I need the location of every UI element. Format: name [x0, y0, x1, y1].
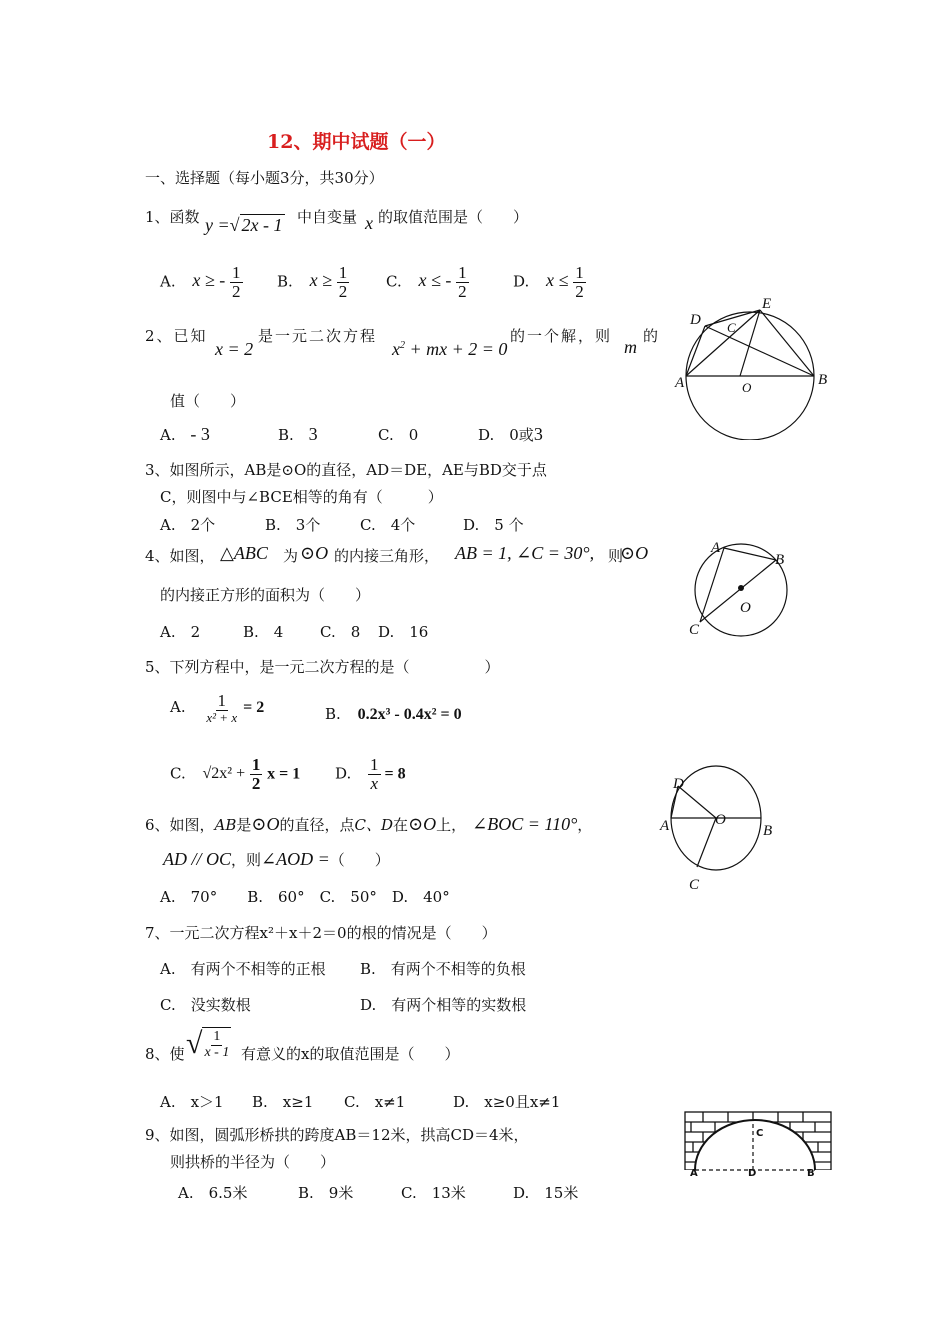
q7-option-d[interactable]: D. 有两个相等的实数根 [360, 996, 527, 1014]
q4-circle: ⊙O [300, 543, 329, 563]
fig1-label-o: O [742, 380, 752, 395]
fig1-chord-ad [686, 326, 705, 376]
q6-then: ，则 [231, 851, 262, 869]
fig4-label-b: B [807, 1168, 815, 1179]
frac-numerator: 1 [338, 263, 348, 282]
q8-radical: √ $\frac{1}{x - 1}$ [186, 1027, 230, 1060]
q9-option-b[interactable]: B. 9米 [298, 1184, 354, 1202]
option-letter: A. [160, 426, 176, 444]
fig1-label-c: C [727, 320, 736, 335]
q2-prefix: 2、已知 [145, 327, 208, 345]
q6-t3: 在 [393, 816, 409, 834]
option-math-2: x = 1 [267, 765, 301, 783]
frac-numerator: 1 [217, 691, 226, 710]
fig2-chord-ab [724, 548, 776, 560]
q4-triangle: △ABC [220, 543, 268, 563]
frac-denominator: 2 [338, 281, 348, 301]
q3-option-a[interactable]: A. 2个 [160, 516, 216, 534]
q7-option-c[interactable]: C. 没实数根 [160, 996, 251, 1014]
q6-line2 [163, 849, 390, 870]
fig2-chord-bc [700, 560, 776, 622]
q1-option-d[interactable] [513, 264, 586, 301]
q6-t1: 是 [236, 816, 252, 834]
q5-option-b[interactable] [325, 705, 462, 724]
q6-angle: ∠BOC = 110° [472, 814, 578, 834]
q5-line1: 5、下列方程中，是一元二次方程的是（ ） [145, 658, 500, 676]
frac-denominator: 2 [458, 281, 467, 301]
q9-option-d[interactable]: D. 15米 [513, 1184, 579, 1202]
option-math: 3 [533, 424, 543, 444]
q1-formula: y =√ 2x - 1 [205, 215, 283, 235]
q4-mid2: 的内接三角形， [334, 547, 440, 565]
q4-line2: 的内接正方形的面积为（ ） [160, 586, 371, 604]
q1-suffix: 的取值范围是（ ） [378, 208, 529, 226]
q2-eq1: x = 2 [215, 339, 254, 359]
option-math: x ≥ [309, 270, 332, 291]
option-math: 0.2x³ - 0.4x² = 0 [357, 706, 462, 723]
q8-numerator: 1 [213, 1029, 221, 1045]
question-1 [145, 206, 200, 227]
frac-numerator: 1 [575, 263, 584, 282]
section-header: 一、选择题（每小题3分，共30分） [145, 169, 384, 187]
fig2-center-dot [738, 585, 744, 591]
q9-option-a[interactable]: A. 6.5米 [178, 1184, 248, 1202]
page-title: 12、期中试题（一） [267, 131, 446, 153]
fig1-label-a: A [675, 375, 685, 391]
q4-circle-2: ⊙O [620, 543, 649, 563]
frac-denominator: x² + x [206, 709, 238, 725]
option-math: x ≤ - [418, 270, 452, 291]
frac-denominator: 2 [232, 281, 241, 301]
q4-option-d[interactable]: D. 16 [378, 623, 429, 641]
q3-line2: C，则图中与∠BCE相等的角有（ ） [160, 488, 443, 506]
q6-options[interactable]: A. 70° B. 60° C. 50° D. 40° [160, 888, 450, 906]
q4-mid3: 则 [608, 547, 624, 565]
q4-option-c[interactable]: C. 8 [320, 623, 361, 641]
option-letter: B. [278, 426, 294, 444]
q2-eq2-exp: 2 [400, 340, 405, 351]
fig3-label-d: D [673, 776, 684, 792]
q9-option-c[interactable]: C. 13米 [401, 1184, 466, 1202]
option-letter: C. [170, 764, 186, 783]
q4-mid1: 为 [283, 547, 299, 565]
q2-option-a[interactable] [160, 424, 210, 445]
frac-denominator: 2 [251, 773, 261, 793]
q2-line2: 值（ ） [170, 392, 246, 410]
frac-numerator: 1 [232, 263, 241, 282]
q7-option-b[interactable]: B. 有两个不相等的负根 [360, 960, 526, 978]
q5-option-a[interactable] [170, 692, 264, 724]
fig1-label-b: B [818, 372, 828, 388]
fig2-label-o: O [740, 600, 751, 616]
q1-mid: 中自变量 [297, 208, 358, 226]
q4-option-b[interactable]: B. 4 [243, 623, 284, 641]
q2-eq2-rest: + mx + 2 = 0 [405, 339, 508, 359]
option-letter: C. [386, 272, 402, 291]
fig3-label-a: A [660, 818, 670, 834]
option-letter: A. [160, 272, 176, 291]
q3-option-b[interactable]: B. 3个 [265, 516, 321, 534]
option-math: x ≥ - [192, 270, 226, 291]
fig3-segment-oc [697, 818, 716, 867]
q3-line1: 3、如图所示，AB是⊙O的直径，AD＝DE，AE与BD交于点 [145, 461, 547, 479]
q4-condition: AB = 1, ∠C = 30°, [455, 543, 595, 563]
fig3-label-o: O [715, 812, 726, 828]
q2-option-b[interactable] [278, 424, 318, 445]
option-letter: B. [325, 705, 341, 723]
q8-option-a[interactable]: A. x＞1 [160, 1093, 224, 1111]
fig2-label-b: B [775, 552, 785, 568]
q1-prefix: 1、函数 [145, 208, 200, 226]
q9-line2: 则拱桥的半径为（ ） [170, 1153, 336, 1171]
frac-denominator: x [370, 773, 379, 793]
fig3-label-c: C [689, 877, 700, 893]
q2-suffix2: 的 [643, 327, 659, 345]
q8-option-c[interactable]: C. x≠1 [344, 1093, 406, 1111]
frac-numerator: 1 [458, 263, 467, 282]
fig4-label-c: C [756, 1128, 764, 1139]
q6-t4: 上， [436, 816, 467, 834]
fig2-chord-ac [700, 548, 724, 622]
q6-parallel: AD // OC [163, 849, 232, 869]
q6-line1 [145, 814, 592, 835]
frac-denominator: 2 [575, 281, 584, 301]
q6-blank: （ ） [329, 851, 390, 869]
q2-var: m [624, 337, 637, 357]
q1-text [297, 206, 357, 227]
option-rhs: = 2 [239, 699, 265, 717]
q4-prefix: 4、如图， [145, 547, 215, 565]
q3-option-c[interactable]: C. 4个 [360, 516, 416, 534]
q2-eq2-var: x [392, 339, 400, 359]
q5-option-d[interactable] [335, 756, 406, 793]
option-math: x ≤ [546, 270, 569, 291]
q3-option-d[interactable]: D. 5 个 [463, 516, 524, 534]
fig1-chord-eb [760, 310, 814, 376]
q2-mid: 是一元二次方程 [258, 327, 378, 345]
q6-circle: ⊙O [251, 814, 280, 834]
q2-option-d[interactable] [478, 424, 543, 445]
q6-t2: 的直径，点 [279, 816, 355, 834]
fig2-label-c: C [689, 622, 700, 638]
fig1-label-e: E [762, 296, 772, 312]
fig1-label-d: D [690, 312, 701, 328]
q2-suffix1: 的一个解，则 [510, 327, 613, 345]
q6-cd: C、D [354, 816, 394, 834]
option-letter: A. [170, 698, 186, 717]
option-math: √2x² + [202, 765, 246, 783]
option-text: D. 0或 [478, 426, 534, 444]
q1-formula-lhs: y = [205, 215, 230, 235]
option-letter: D. [513, 272, 530, 291]
q1-option-c[interactable] [386, 264, 469, 301]
q8-prefix: 8、使 [145, 1045, 185, 1063]
q6-circle-2: ⊙O [408, 814, 437, 834]
q1-formula-radicand: 2x - 1 [241, 215, 283, 235]
option-math: - 3 [190, 424, 210, 444]
q7-option-a[interactable]: A. 有两个不相等的正根 [160, 960, 326, 978]
q9-line1: 9、如图，圆弧形桥拱的跨度AB＝12米，拱高CD＝4米， [145, 1126, 529, 1144]
option-letter: B. [277, 272, 293, 291]
frac-numerator: 1 [251, 755, 261, 774]
option-math: 3 [308, 424, 318, 444]
q6-question: ∠AOD = [261, 849, 330, 869]
q7-line1: 7、一元二次方程x²＋x＋2＝0的根的情况是（ ） [145, 924, 497, 942]
fig4-label-a: A [690, 1168, 698, 1179]
fig4-label-d: D [748, 1168, 757, 1179]
fig3-label-b: B [763, 823, 773, 839]
q6-prefix: 6、如图， [145, 816, 215, 834]
q8-option-d[interactable]: D. x≥0且x≠1 [453, 1093, 561, 1111]
q5-option-c[interactable] [170, 756, 300, 793]
option-rhs: = 8 [380, 765, 406, 783]
frac-numerator: 1 [370, 755, 379, 774]
q2-eq2 [392, 339, 507, 360]
q1-option-b[interactable] [277, 264, 349, 301]
q2-option-c[interactable]: C. 0 [378, 426, 419, 444]
q8-denominator: x - 1 [204, 1045, 230, 1060]
q8-option-b[interactable]: B. x≥1 [252, 1093, 314, 1111]
q6-t5: ， [577, 816, 593, 834]
fig2-label-a: A [711, 540, 721, 556]
option-letter: D. [335, 764, 352, 783]
q1-var: x [365, 213, 373, 233]
q1-option-a[interactable] [160, 264, 243, 301]
q8-suffix: 有意义的x的取值范围是（ ） [241, 1045, 460, 1063]
q4-option-a[interactable]: A. 2 [160, 623, 201, 641]
q6-ab: AB [214, 816, 237, 834]
